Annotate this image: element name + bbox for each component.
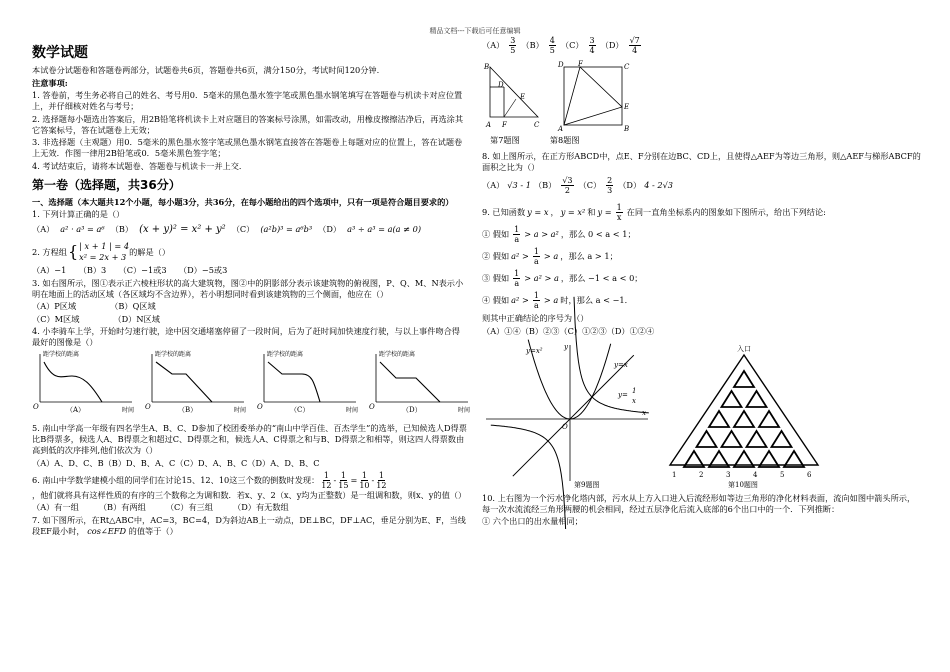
q4-stem: 4. 小李骑车上学，开始时匀速行驶，途中因交通堵塞停留了一段时间，后为了赶时间加快速度行驶，与以上事件吻合得最好的图像是（）: [32, 326, 460, 347]
q7-label-b: （B）: [521, 40, 544, 50]
axis-x-label: x: [642, 408, 646, 417]
part1-heading: 第一卷（选择题，共36分）: [32, 177, 181, 192]
q2-eq-1: | x + 1 | = 4: [79, 241, 130, 251]
q4-graph: [33, 350, 134, 414]
q7-label-a: （A）: [482, 40, 505, 50]
origin-label: O: [562, 422, 568, 431]
note-3: 3. 非选择题（主观题）用0．5毫米的黑色墨水签字笔或黑色墨水钢笔直接答在答题卷上每题对应的位置上，答在试题卷上无效．作图一律用2B铅笔或0．5毫米黑色签字笔；: [32, 137, 463, 158]
q4-ylabel: 距学校的距离: [43, 351, 80, 358]
q9-item: [482, 225, 922, 244]
fig7-label-f: F: [502, 121, 507, 129]
note-2: 2. 选择题每小题选出答案后，用2B铅笔将机读卡上对应题目的答案标号涂黑，如需改动，用橡皮擦擦洁净后，再选涂其它答案标号，答在试题卷上无效；: [32, 113, 464, 135]
q2-row: [32, 241, 468, 263]
label-y-x2: y=x²: [526, 346, 543, 355]
q9-tail: 在同一直角坐标系内的图象如下图所示，给出下列结论:: [626, 207, 826, 217]
filter-triangle: [709, 411, 729, 427]
q7-option-c: $\frac{3}{4}$: [589, 36, 595, 55]
q1-label-c: （C）: [231, 224, 255, 234]
q9-item: [482, 247, 922, 266]
q6-frac-4: $\frac{1}{12}$: [376, 470, 387, 490]
q8-option-c: $\frac{2}{3}$: [607, 176, 613, 195]
intro-text: 本试卷分试题卷和答题卷两部分，试题卷共6页，答题卷共6页，满分150分，考试时间120分钟.: [32, 65, 380, 75]
q9-item-prefix: ① 假如: [482, 229, 510, 239]
q1-label-b: （B）: [110, 224, 134, 234]
q4-xlabel: 时间: [122, 407, 135, 414]
q9-item-mid: > a: [543, 295, 559, 305]
q4-graph-label: （A）: [66, 406, 86, 414]
equals-sign: =: [350, 474, 358, 485]
q7-option-d: $\frac{√7}{4}$: [629, 36, 640, 55]
q9-item-frac: $\frac{1}{a}$: [514, 269, 520, 288]
tower-output-label: 5: [780, 470, 785, 479]
minus-sign-2: -: [371, 474, 375, 485]
q6-option-b: （B）有两组: [98, 502, 146, 512]
q3-options-row2: [32, 314, 468, 325]
fig7-label-e: E: [520, 93, 526, 101]
q6-frac-2: $\frac{1}{15}$: [338, 470, 349, 490]
q5-stem: 5. 南山中学高一年级有四名学生A、B、C、D参加了校团委举办的“南山中学百佳、百杰学生”的选举，已知候选人D得票比B得票多，候选人A、B得票之和超过C、D得票之和，候选人A、C得票之和与B、D得票之和相等，则这四人得票数由高到低的次序排列,他们依次为（）: [32, 423, 467, 455]
q7-text: 7. 如下图所示，在Rt△ABC中，AC=3，BC=4，D为斜边AB上一动点，DE⊥BC，DF⊥AC，垂足分别为E、F，当线段EF最小时，: [32, 514, 466, 536]
fig8-label-e: E: [624, 103, 630, 111]
page-header: 精品文档---下载后可任意编辑: [429, 27, 521, 35]
q8-label-c: （C）: [578, 180, 602, 190]
q6-options: [32, 502, 468, 513]
q9-comma: ，: [550, 207, 559, 217]
q10-stem: 10. 上右图为一个污水净化塔内部，污水从上方入口进入后流经形如等边三角形的净化材料表面，流向如图中箭头所示，每一次水流流经三角形两腰的机会相同，经过五层净化后流入底部的6个出口中的一个．下列推断：: [482, 492, 916, 514]
q9-stem: [482, 203, 922, 222]
right-column: [482, 36, 922, 529]
section1-heading: 一、选择题（本大题共12个小题，每小题3分，共36分，在每小题给出的四个选项中，只有一项是符合题目要求的）: [32, 196, 454, 207]
q7-stem: [32, 515, 468, 537]
figure-8: [556, 61, 632, 131]
q4-ylabel: 距学校的距离: [267, 351, 304, 358]
fig8-label-f: F: [578, 60, 583, 68]
q8-options: [482, 176, 922, 195]
q9-item-post: ，那么 a > 1；: [560, 251, 618, 261]
fig7-label-a: A: [486, 121, 492, 129]
q6-frac-3: $\frac{1}{10}$: [359, 470, 370, 490]
q6-row: [32, 471, 468, 490]
q9-func-2: y = x²: [560, 207, 586, 217]
q5-options: （A）A、D、C、B（B）D、B、A、C（C）D、A、B、C（D）A、D、B、C: [32, 457, 320, 468]
q6-frac-1: $\frac{1}{12}$: [321, 470, 332, 490]
q4-origin: O: [369, 403, 375, 411]
q6-option-d: （D）有无数组: [233, 502, 289, 512]
fig8-label-d: D: [558, 61, 564, 69]
q8-label-a: （A）: [482, 180, 505, 190]
filter-triangle: [759, 411, 779, 427]
filter-triangle: [722, 431, 742, 447]
q2-options: （A）−1 （B）3 （C）−1或3 （D）−5或3: [32, 265, 228, 275]
q2-stem: 2. 方程组: [32, 246, 67, 257]
q9-item-post: ，那么 0 < a < 1；: [560, 229, 636, 239]
q9-item-mid: > a > a²: [524, 229, 559, 239]
brace-icon: {: [67, 242, 79, 261]
exam-title: 数学试题: [32, 45, 88, 61]
q8-label-b: （B）: [533, 180, 557, 190]
q4-curve: [44, 362, 102, 402]
q4-origin: O: [257, 403, 263, 411]
q9-item-post: ，那么 −1 < a < 0；: [560, 273, 643, 283]
filter-triangle: [734, 411, 754, 427]
q4-curve: [268, 362, 320, 402]
fig8-label-a: A: [558, 125, 564, 133]
q9-and: 和: [587, 207, 596, 217]
q9-text: 9. 已知函数: [482, 207, 526, 217]
fig8-caption: 第8题图: [549, 135, 580, 145]
filter-triangle: [772, 431, 792, 447]
q4-curve: [380, 362, 440, 402]
q9-item-lead: a² >: [511, 251, 529, 261]
fig-captions: [482, 135, 922, 146]
q4-origin: O: [145, 403, 151, 411]
q4-curve: [156, 362, 212, 402]
q4-origin: O: [33, 403, 39, 411]
q6-option-c: （C）有三组: [165, 502, 214, 512]
fig7-caption: 第7题图: [490, 135, 520, 145]
fig8-label-b: B: [624, 125, 630, 133]
figure-10: [662, 341, 827, 489]
q9-item-frac: $\frac{1}{a}$: [533, 247, 539, 266]
minus-sign: -: [333, 474, 337, 485]
q7-label-c: （C）: [560, 40, 584, 50]
q9-item-frac: $\frac{1}{a}$: [514, 225, 520, 244]
fig7-label-b: B: [484, 63, 490, 71]
q9-ask: 则其中正确结论的序号为（）: [482, 313, 589, 323]
q8-label-d: （D）: [618, 180, 642, 190]
q8-option-a: √3 - 1: [507, 180, 531, 190]
q4-graph: [145, 350, 246, 414]
q8-option-b: $\frac{√3}{2}$: [562, 176, 573, 195]
q9-item-mid: > a: [543, 251, 559, 261]
q1-label-a: （A）: [32, 224, 55, 234]
q4-graph-label: （B）: [178, 406, 198, 414]
tower-output-label: 3: [726, 470, 731, 479]
q9-item-post: 时，那么 a < −1．: [560, 295, 633, 305]
figure-9: [482, 341, 652, 489]
q9-item-prefix: ④ 假如: [482, 295, 510, 305]
q1-options: [32, 224, 468, 235]
tower-output-label: 4: [753, 470, 758, 479]
q9-item-mid: > a² > a: [524, 273, 559, 283]
q7-option-a: $\frac{3}{5}$: [510, 36, 516, 55]
q7-option-b: $\frac{4}{5}$: [549, 36, 555, 55]
q3-option-b: （B）Q区域: [110, 301, 156, 311]
q3-option-a: （A）P区域: [32, 301, 77, 311]
q9-item: [482, 291, 922, 310]
fig7-label-c: C: [534, 121, 540, 129]
q8-stem: 8. 如上图所示，在正方形ABCD中，点E、F分别在边BC、CD上，且使得△AEF为等边三角形，则△AEF与梯形ABCF的面积之比为（）: [482, 151, 921, 172]
q3-option-d: （D）N区域: [113, 313, 160, 324]
q4-graph: [257, 350, 358, 414]
q1-label-d: （D）: [318, 224, 342, 234]
q4-graph-set: [32, 350, 471, 420]
label-y-x: y=x: [614, 360, 628, 369]
q7-label-d: （D）: [600, 40, 624, 50]
q1-option-b: (x + y)² = x² + y²: [139, 224, 226, 235]
q1-option-d: a³ ÷ a³ = a(a ≠ 0): [347, 224, 422, 234]
q8-option-d: 4 - 2√3: [644, 180, 674, 190]
q6-stem: 6. 南山中学数学建模小组的同学们在讨论15、12、10这三个数的倒数时发现：: [32, 474, 320, 485]
q2-eq-2: x² = 2x + 3: [79, 252, 127, 262]
q9-func-1: y = x: [527, 207, 549, 217]
q7-options: [482, 36, 922, 55]
line-curve: [513, 355, 637, 476]
q4-xlabel: 时间: [234, 407, 247, 414]
q9-func-3-frac: $\frac{1}{x}$: [616, 203, 622, 222]
q7-tail: 的值等于（）: [128, 525, 178, 536]
filter-triangle: [722, 391, 742, 407]
q9-func-3: y =: [597, 207, 612, 217]
q9-item-prefix: ③ 假如: [482, 273, 510, 283]
axis-y-label: y: [564, 342, 568, 351]
q9-item-frac: $\frac{1}{a}$: [533, 291, 539, 310]
figure-7: [482, 61, 546, 131]
q7-cos: cos∠EFD: [87, 525, 127, 536]
fig7-fig8-row: [482, 61, 922, 131]
filter-triangle: [697, 431, 717, 447]
q2-tail: 的解是（）: [129, 246, 171, 257]
q4-graph-label: （C）: [290, 406, 310, 414]
fig8-label-c: C: [624, 63, 630, 71]
tower-output-label: 1: [672, 470, 677, 479]
q9-item: [482, 269, 922, 288]
q4-xlabel: 时间: [458, 407, 471, 414]
q3-option-c: （C）M区域: [32, 313, 80, 324]
q1-option-c: (a²b)³ = a⁶b³: [260, 224, 313, 234]
tower-entry-label: 入口: [737, 344, 751, 353]
q9-options: （A）①④（B）②③（C）①②③（D）①②④: [482, 325, 655, 336]
q4-graphs: [32, 350, 471, 420]
q4-graph-label: （D）: [402, 406, 422, 414]
left-column: [32, 40, 471, 538]
filter-triangle: [747, 391, 767, 407]
notes-title: 注意事项:: [32, 77, 68, 88]
fig7-label-d: D: [498, 81, 504, 89]
q4-ylabel: 距学校的距离: [379, 351, 416, 358]
fig9-fig10-row: [482, 341, 922, 489]
q1-option-a: a² · a³ = a⁶: [60, 224, 105, 234]
label-inv-den: x: [632, 396, 636, 405]
q2-system: [79, 241, 129, 263]
q4-graph: [369, 350, 470, 414]
tower-output-label: 6: [807, 470, 812, 479]
label-inv-num: 1: [632, 386, 637, 395]
q9-items: [482, 225, 922, 310]
q9-item-lead: a² >: [511, 295, 529, 305]
fig10-caption: 第10题图: [728, 480, 758, 489]
q1-stem: 1. 下列计算正确的是（）: [32, 209, 125, 219]
fig9-caption: 第9题图: [574, 480, 600, 489]
label-y-inv: y=: [618, 390, 628, 399]
q10-item-1: ① 六个出口的出水量相同；: [482, 516, 583, 526]
q3-options-row1: [32, 301, 468, 312]
filter-triangle: [747, 431, 767, 447]
q6-stem-cont: ，他们就将具有这样性质的有序的三个数称之为调和数．若x、y、2（x、y均为正整数）是一组调和数，则x、y的值（）: [32, 489, 467, 500]
filter-triangle: [734, 371, 754, 387]
tower-output-label: 2: [699, 470, 704, 479]
note-4: 4. 考试结束后，请将本试题卷、答题卷与机读卡一并上交．: [32, 160, 248, 171]
q6-option-a: （A）有一组: [32, 502, 79, 512]
q4-xlabel: 时间: [346, 407, 359, 414]
note-1: 1. 答卷前，考生务必将自己的姓名、考号用0．5毫米的黑色墨水签字笔或黑色墨水钢笔填写在答题卷与机读卡对应位置上，并仔细核对姓名与考号；: [32, 90, 463, 111]
q4-ylabel: 距学校的距离: [155, 351, 192, 358]
q3-stem: 3. 如右图所示，图①表示正六棱柱形状的高大建筑物，图②中的阴影部分表示该建筑物的俯视图，P、Q、M、N表示小明在地面上的活动区域（各区域均不含边界），若小明想同时看到该建筑物的三个侧面，他应在（）: [32, 277, 464, 299]
q9-item-prefix: ② 假如: [482, 251, 510, 261]
